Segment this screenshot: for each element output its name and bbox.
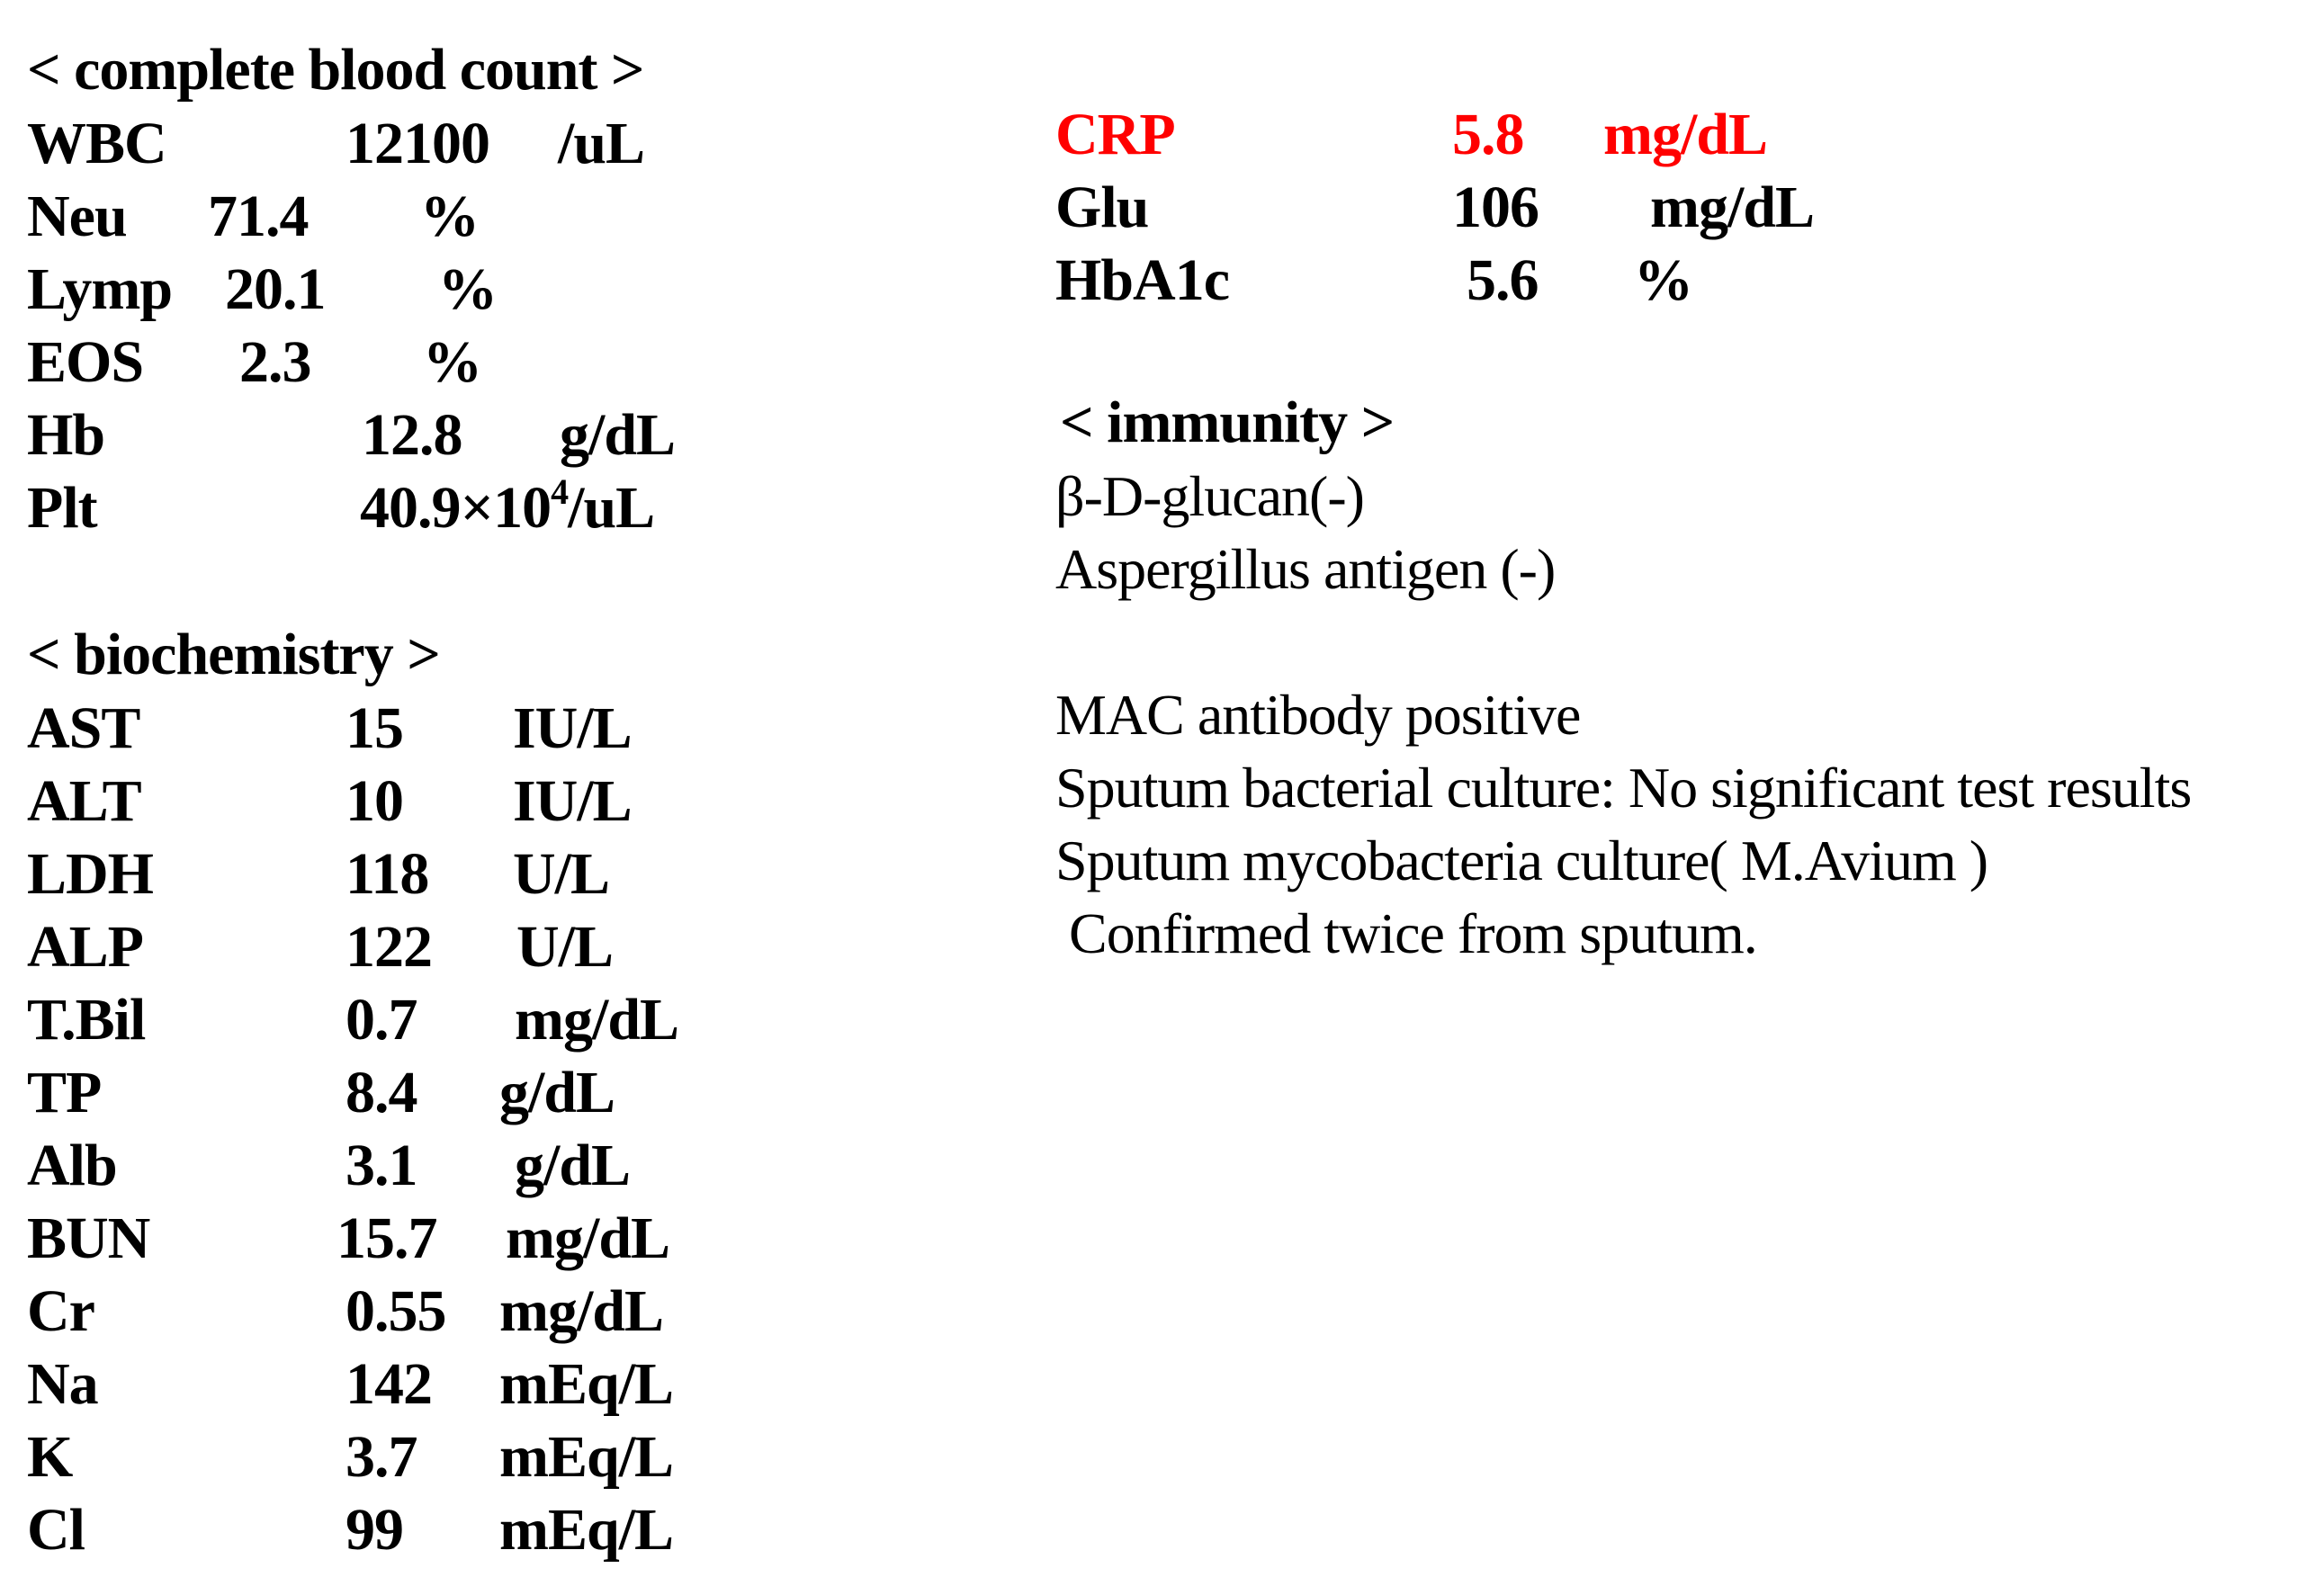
test-value: 20.1	[225, 256, 326, 322]
test-name: Plt	[27, 475, 97, 541]
test-name: WBC	[27, 111, 166, 176]
unit-exponent: 4	[551, 471, 569, 512]
micro-line-mycobacteria-culture: Sputum mycobacteria culture( M.Avium )	[1055, 829, 1988, 892]
test-unit: mg/dL	[515, 987, 679, 1053]
test-name: K	[27, 1424, 73, 1490]
cbc-header: < complete blood count >	[27, 37, 644, 103]
test-name: AST	[27, 695, 140, 761]
immunity-line-beta-d-glucan: β-D-glucan(-)	[1055, 464, 1364, 528]
test-value: 10	[345, 768, 403, 834]
test-value: 99	[345, 1497, 403, 1563]
test-unit: IU/L	[513, 768, 632, 834]
test-name: Neu	[27, 184, 127, 249]
test-unit: mg/dL	[1650, 175, 1815, 240]
test-value: 2.3	[239, 329, 311, 395]
test-name: Alb	[27, 1133, 117, 1198]
test-unit: mg/dL	[506, 1205, 670, 1271]
test-value: 40.9	[360, 475, 461, 541]
test-name: Lymp	[27, 256, 173, 322]
test-unit: %	[423, 329, 481, 395]
test-value: 5.8	[1452, 102, 1524, 167]
test-unit: U/L	[516, 914, 614, 980]
test-name: TP	[27, 1060, 102, 1125]
test-name: BUN	[27, 1205, 150, 1271]
test-value: 71.4	[208, 184, 309, 249]
test-value: 12.8	[362, 402, 462, 468]
test-value: 0.7	[345, 987, 417, 1053]
unit-prefix: ×10	[460, 475, 552, 541]
test-unit: g/dL	[499, 1060, 615, 1125]
test-name: Na	[27, 1351, 98, 1417]
test-unit: /uL	[568, 475, 655, 541]
micro-line-confirmed: Confirmed twice from sputum.	[1055, 901, 1757, 965]
test-name: ALP	[27, 914, 143, 980]
test-unit: mEq/L	[499, 1351, 674, 1417]
biochemistry-header: < biochemistry >	[27, 622, 440, 687]
test-unit: IU/L	[513, 695, 632, 761]
test-unit: /uL	[558, 111, 645, 176]
test-unit: mEq/L	[499, 1497, 674, 1563]
test-name: CRP	[1055, 102, 1175, 167]
test-unit: g/dL	[515, 1133, 631, 1198]
test-name: LDH	[27, 841, 154, 907]
immunity-header-text: < immunity >	[1060, 390, 1395, 455]
test-value: 8.4	[345, 1060, 417, 1125]
test-value: 15	[345, 695, 403, 761]
test-unit: U/L	[513, 841, 610, 907]
test-name: T.Bil	[27, 987, 146, 1053]
test-value: 15.7	[336, 1205, 437, 1271]
test-name: EOS	[27, 329, 144, 395]
test-name: HbA1c	[1055, 247, 1229, 313]
test-value: 3.7	[345, 1424, 417, 1490]
test-unit: %	[1634, 247, 1692, 313]
test-value: 12100	[345, 111, 489, 176]
test-unit: mEq/L	[499, 1424, 674, 1490]
test-value: 3.1	[345, 1133, 417, 1198]
test-name: Cr	[27, 1278, 94, 1344]
immunity-header	[1060, 390, 1395, 455]
test-unit: %	[438, 256, 497, 322]
test-value: 106	[1452, 175, 1539, 240]
immunity-line-aspergillus: Aspergillus antigen (-)	[1055, 537, 1556, 601]
micro-line-mac-antibody: MAC antibody positive	[1055, 683, 1581, 747]
test-value-with-unit	[360, 471, 655, 541]
test-unit: %	[420, 184, 479, 249]
test-name: ALT	[27, 768, 141, 834]
test-name: Hb	[27, 402, 105, 468]
test-value: 122	[345, 914, 432, 980]
test-value: 5.6	[1467, 247, 1539, 313]
test-value: 0.55	[345, 1278, 446, 1344]
test-value: 118	[345, 841, 429, 907]
test-unit: mg/dL	[1603, 102, 1768, 167]
test-name: Cl	[27, 1497, 85, 1563]
test-unit: mg/dL	[499, 1278, 664, 1344]
test-unit: g/dL	[560, 402, 676, 468]
test-name: Glu	[1055, 175, 1149, 240]
test-value: 142	[345, 1351, 432, 1417]
micro-line-bacterial-culture: Sputum bacterial culture: No significant test results	[1055, 756, 2192, 820]
